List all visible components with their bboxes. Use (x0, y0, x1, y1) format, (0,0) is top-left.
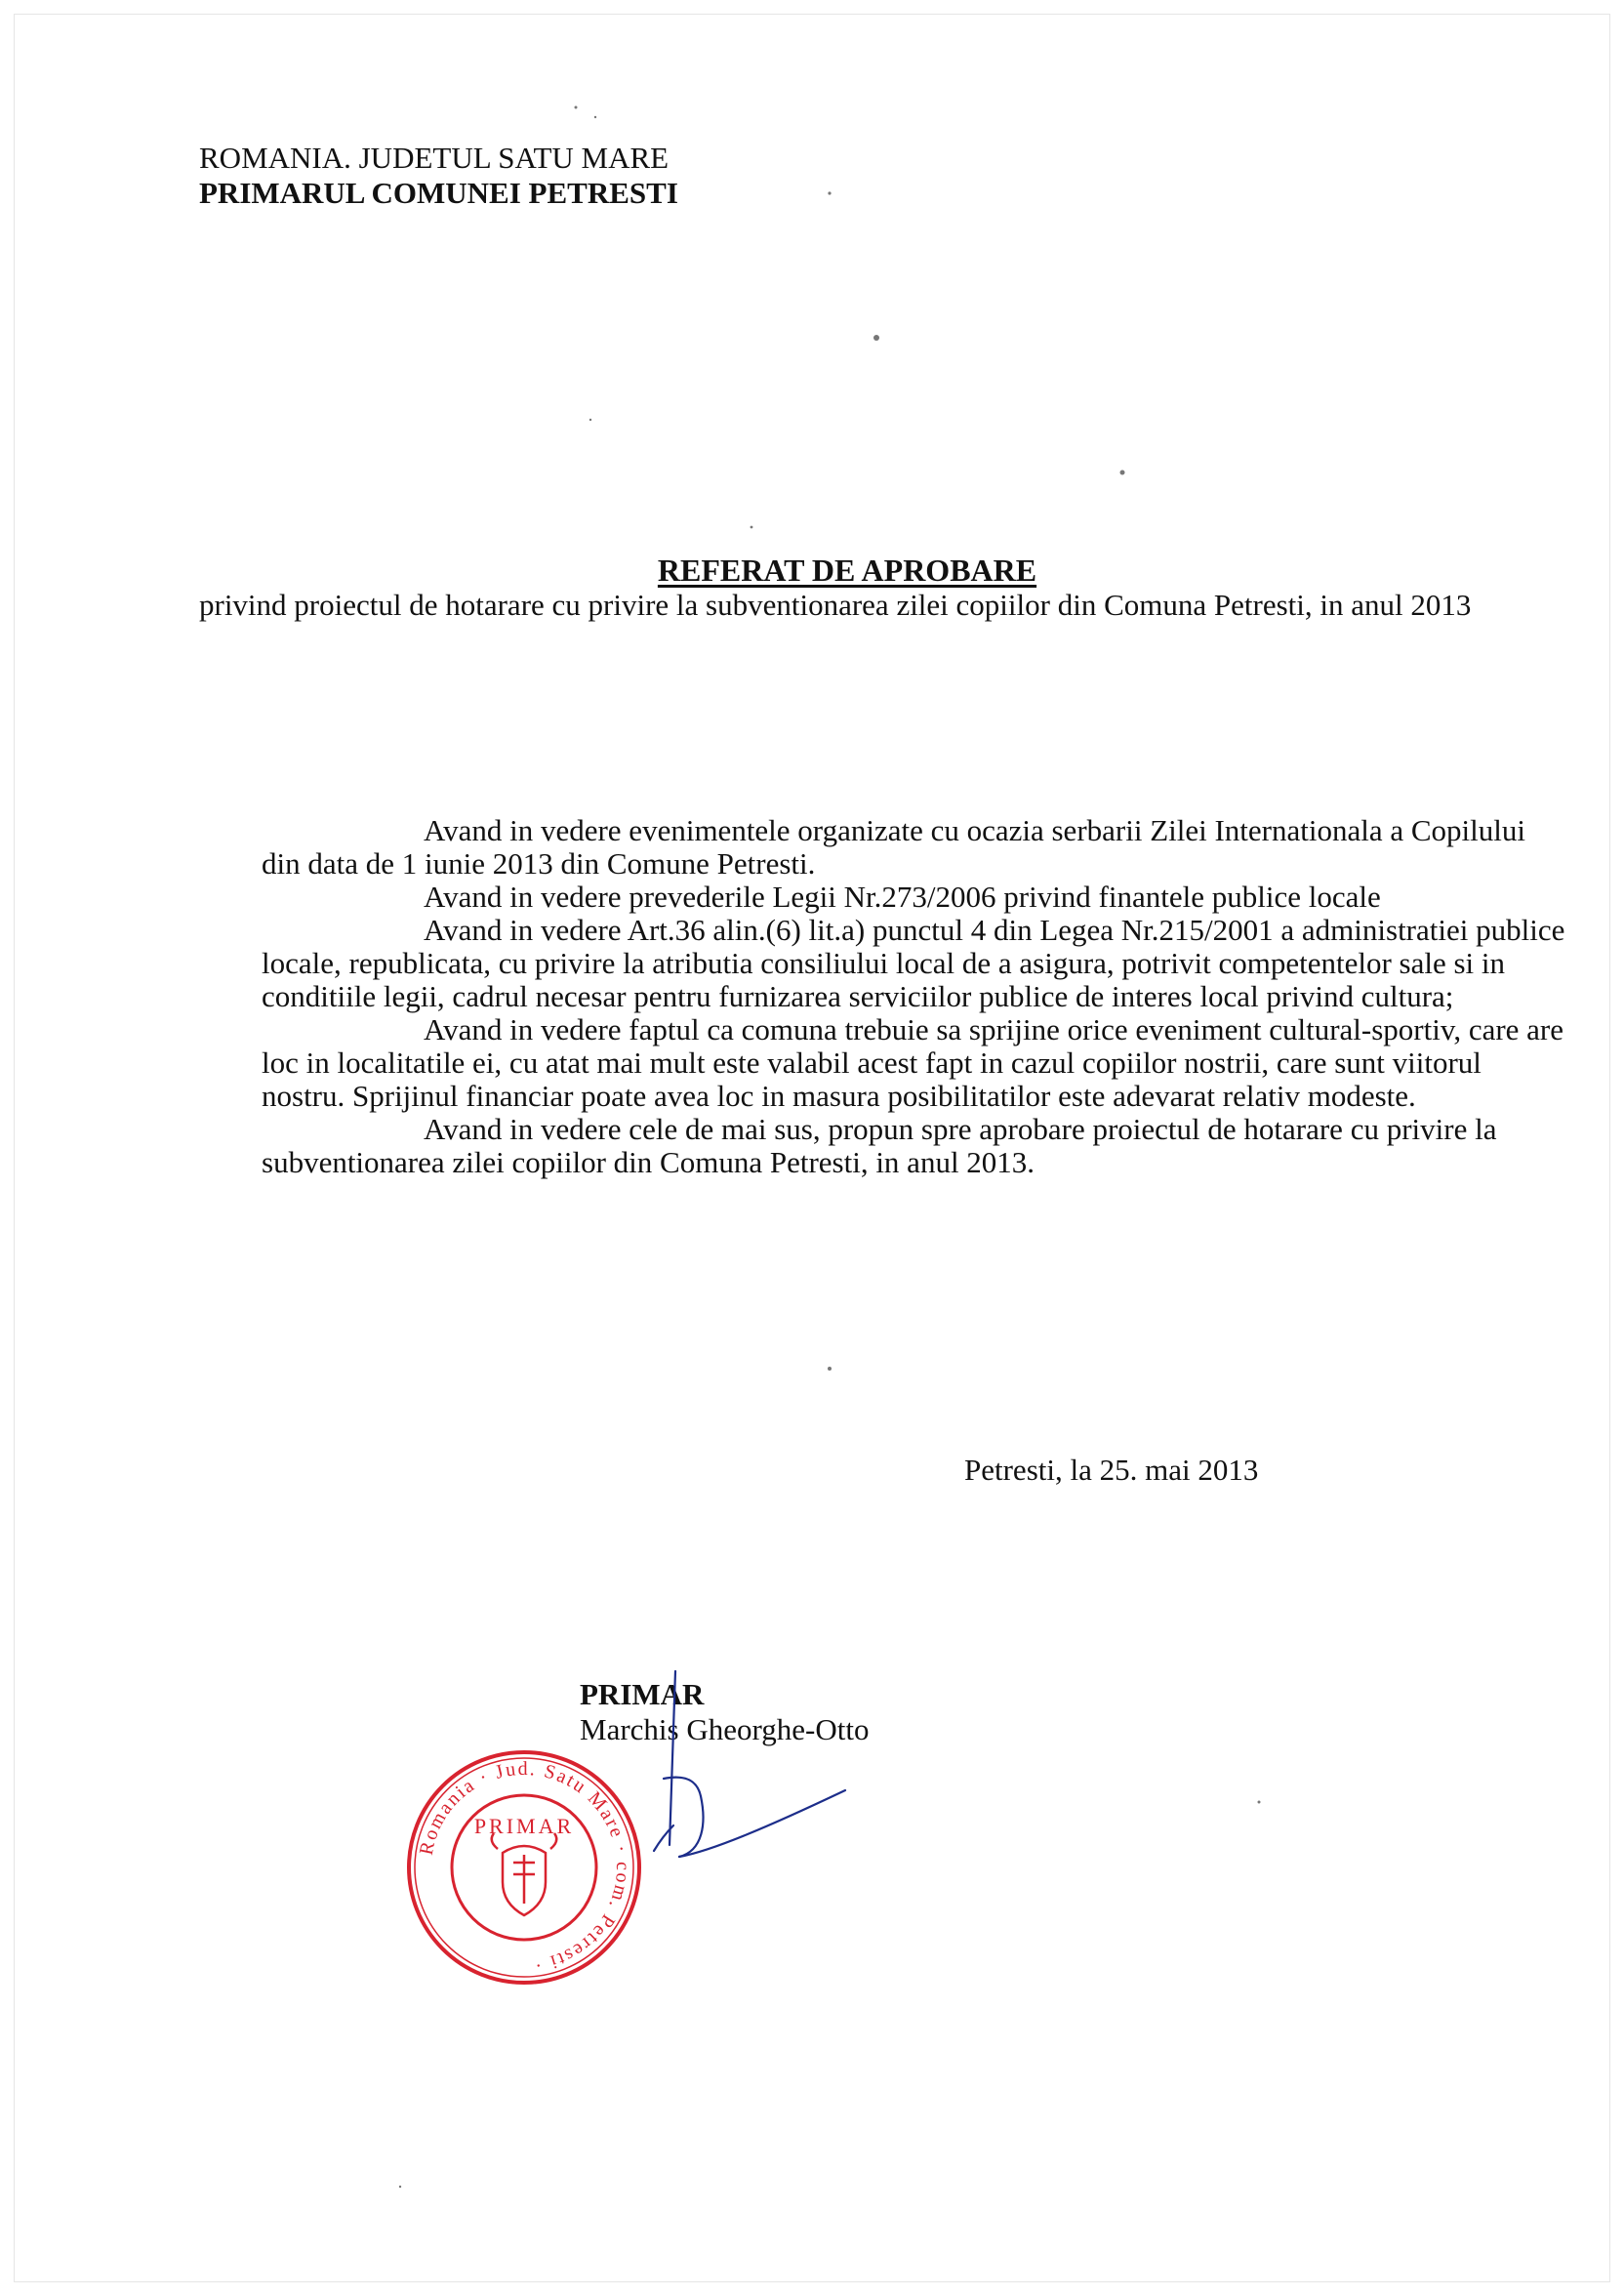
handwritten-signature-icon (625, 1660, 878, 1913)
document-title-block (0, 553, 1624, 623)
document-subtitle: privind proiectul de hotarare cu privire la subventionarea zilei copiilor din Comuna Petresti, in anul 2013 (199, 588, 1472, 622)
svg-text:PRIMAR: PRIMAR (473, 1814, 575, 1838)
body-paragraph: Avand in vedere evenimentele organizate cu ocazia serbarii Zilei Internationala a Copilului din data de 1 iunie 2013 din Comune Petresti. (262, 813, 1526, 881)
signatory-name: Marchis Gheorghe-Otto (580, 1712, 870, 1746)
document-title: REFERAT DE APROBARE (657, 553, 1037, 588)
place-and-date: Petresti, la 25. mai 2013 (964, 1453, 1259, 1487)
document-body (262, 814, 1569, 1179)
header-county: ROMANIA. JUDETUL SATU MARE (199, 141, 670, 175)
body-paragraph: Avand in vedere prevederile Legii Nr.273/2006 privind finantele publice locale (424, 880, 1381, 914)
header-mayor-office: PRIMARUL COMUNEI PETRESTI (199, 176, 678, 210)
svg-text:Romania · Jud. Satu Mare · com: Romania · Jud. Satu Mare · com. Petresti · (415, 1757, 634, 1977)
body-paragraph: Avand in vedere cele de mai sus, propun spre aprobare proiectul de hotarare cu privire la subventionarea zilei copiilor din Comuna Petresti, in anul 2013. (262, 1112, 1497, 1179)
official-stamp-icon (400, 1743, 648, 1991)
document-header (199, 141, 678, 211)
body-paragraph: Avand in vedere Art.36 alin.(6) lit.a) punctul 4 din Legea Nr.215/2001 a administratiei publice locale, republicata, cu privire la atributia consiliului local de a asigura, potrivit competentelor sale si in conditiile legii, cadrul necesar pentru furnizarea serviciilor publice de interes local privind cultura; (262, 913, 1565, 1013)
signatory-role: PRIMAR (580, 1677, 705, 1711)
body-paragraph: Avand in vedere faptul ca comuna trebuie sa sprijine orice eveniment cultural-sportiv, care are loc in localitatile ei, cu atat mai mult este valabil acest fapt in cazul copiilor nostrii, care sunt viitorul nostru. Sprijinul financiar poate avea loc in masura posibilitatilor este adevarat relativ modeste. (262, 1012, 1564, 1113)
